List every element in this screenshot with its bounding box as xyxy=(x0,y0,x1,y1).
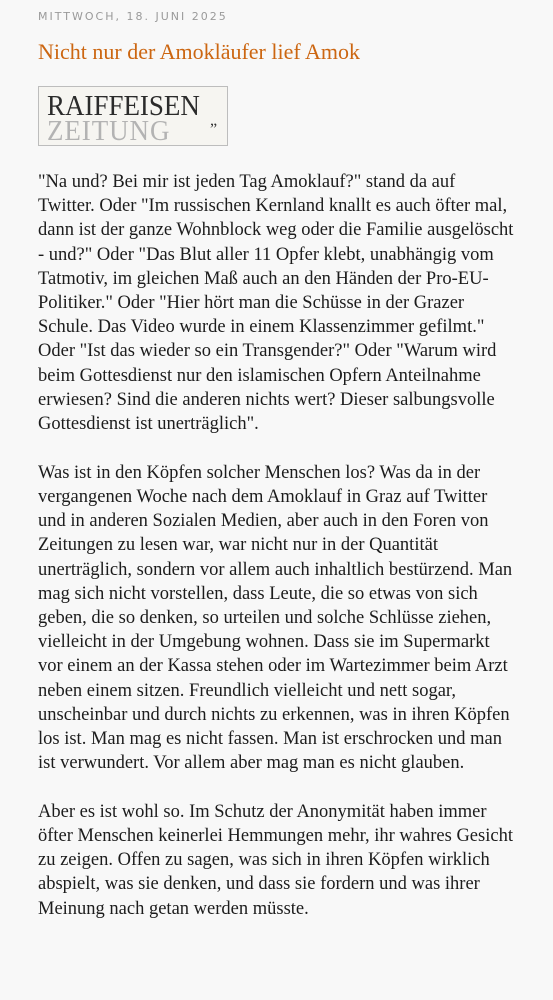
article-paragraph-2: Was ist in den Köpfen solcher Menschen los? Was da in der vergangenen Woche nach dem Amoklauf in Graz auf Twitter und in anderen Sozialen Medien, aber auch in den Foren von Zeitungen zu lesen war, war nicht nur in der Quantität unerträglich, sondern vor allem auch inhaltlich bestürzend. Man mag sich nicht vorstellen, dass Leute, die so etwas von sich geben, die so denken, so urteilen und solche Schlüsse ziehen, vielleicht in der Umgebung wohnen. Dass sie im Supermarkt vor einem an der Kassa stehen oder im Wartezimmer beim Arzt neben einem sitzen. Freundlich vielleicht und nett sogar, unscheinbar und durch nichts zu erkennen, was in ihren Köpfen los ist. Man mag es nicht fassen. Man ist erschrocken und man ist verwundert. Vor allem aber mag man es nicht glauben. xyxy=(38,462,513,774)
logo-wordmark-line1: RAIFFEISEN xyxy=(47,90,200,122)
logo-quote-mark: ” xyxy=(210,121,218,138)
article-paragraph-3: Aber es ist wohl so. Im Schutz der Anonymität haben immer öfter Menschen keinerlei Hemmungen mehr, ihr wahres Gesicht zu zeigen. Offen zu sagen, was sich in ihren Köpfen wirklich abspielt, was sie denken, und dass sie fordern und was ihrer Meinung nach getan werden müsste. xyxy=(38,801,513,919)
article-body xyxy=(38,170,516,945)
raiffeisen-zeitung-logo xyxy=(38,86,228,146)
post-title[interactable]: Nicht nur der Amokläufer lief Amok xyxy=(38,39,360,64)
post-date: MITTWOCH, 18. JUNI 2025 xyxy=(38,10,228,23)
logo-wordmark-line2: ZEITUNG xyxy=(47,115,171,147)
article-paragraph-1: "Na und? Bei mir ist jeden Tag Amoklauf?" stand da auf Twitter. Oder "Im russischen Kernland knallt es auch öfter mal, dann ist der ganze Wohnblock weg oder die Familie ausgelöscht - und?" Oder "Das Blut aller 11 Opfer klebt, unabhängig vom Tatmotiv, im gleichen Maß auch an den Händen der Pro-EU-Politiker." Oder "Hier hört man die Schüsse in der Grazer Schule. Das Video wurde in einem Klassenzimmer gefilmt." Oder "Ist das wieder so ein Transgender?" Oder "Warum wird beim Gottesdienst nur den islamischen Opfern Anteilnahme erwiesen? Sind die anderen nichts wert? Dieser salbungsvolle Gottesdienst ist unerträglich". xyxy=(38,172,514,435)
